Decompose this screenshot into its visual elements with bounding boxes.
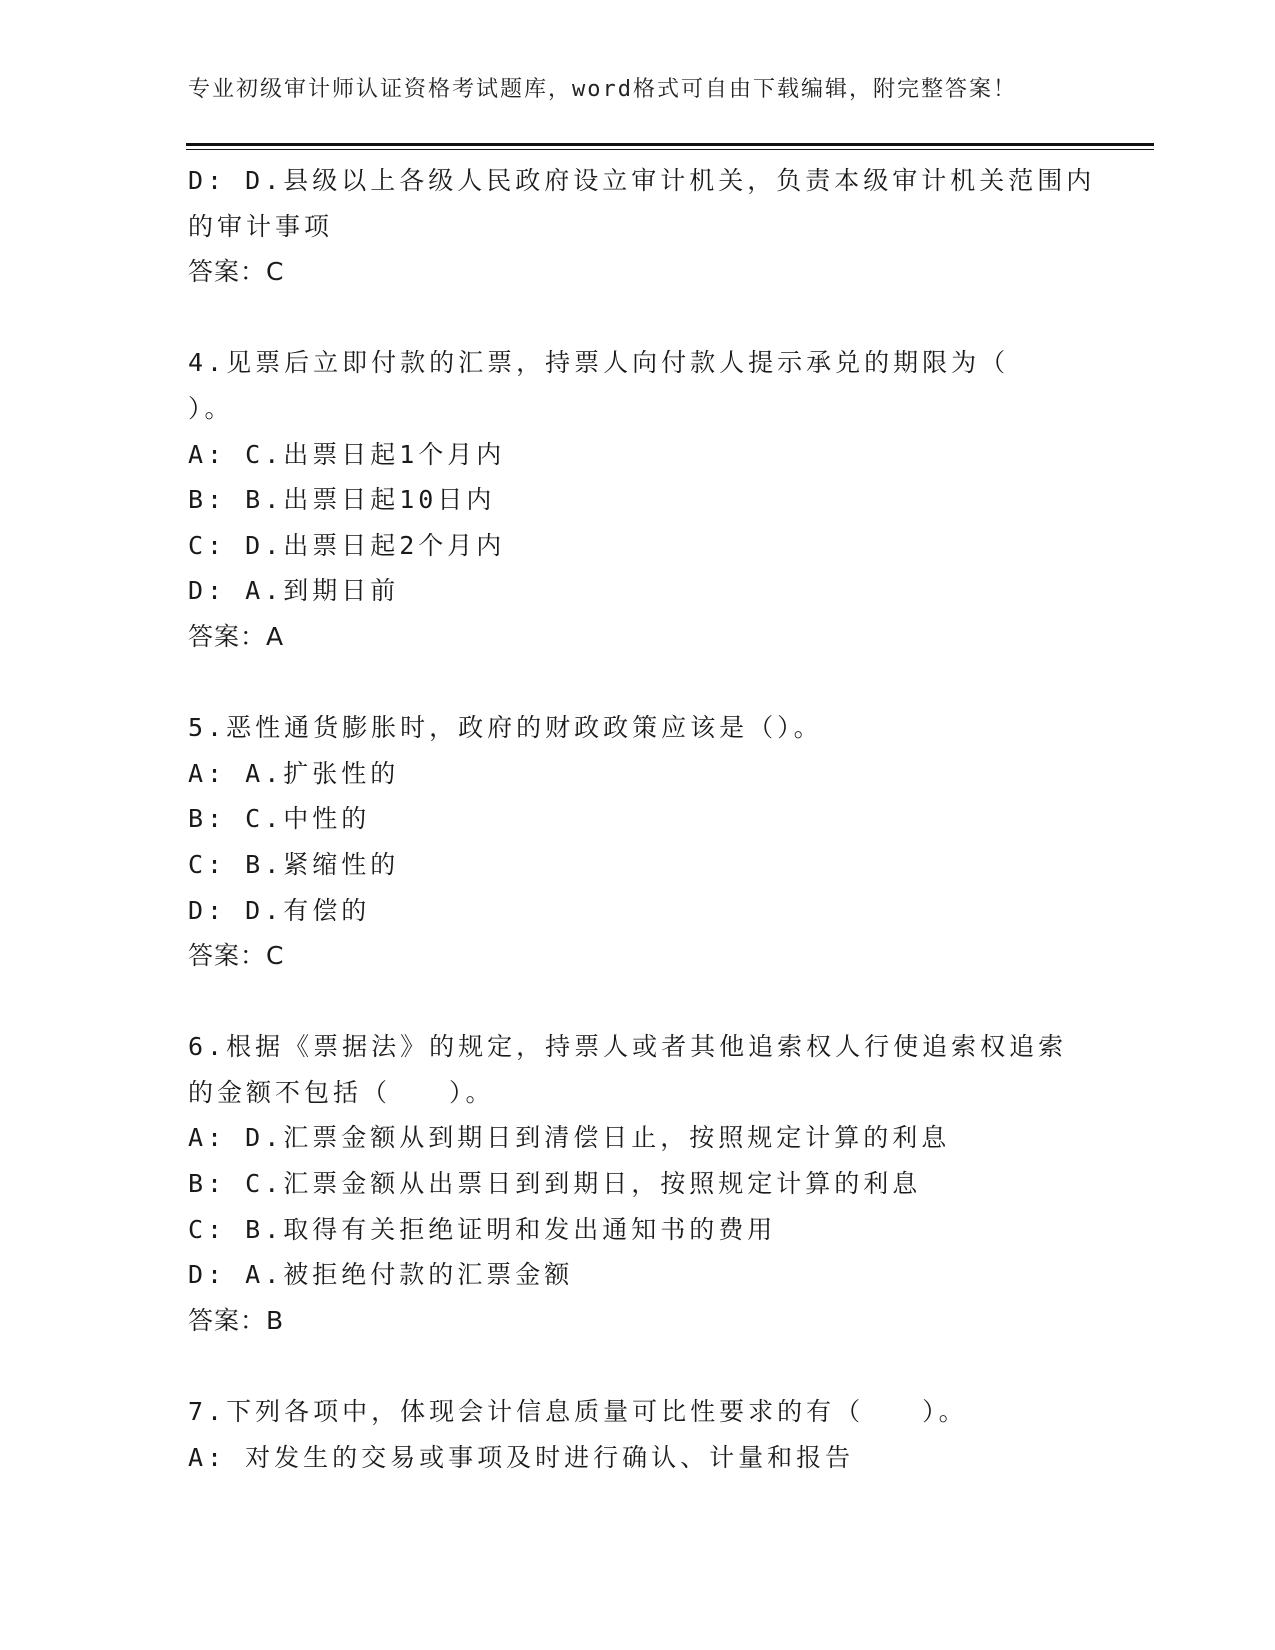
option-line: D: D.有偿的 bbox=[188, 895, 371, 925]
answer-line: 答案：C bbox=[188, 257, 285, 287]
question-line: 5.恶性通货膨胀时，政府的财政政策应该是（）。 bbox=[188, 713, 823, 743]
option-line: D: A.到期日前 bbox=[188, 576, 400, 606]
question-line: ）。 bbox=[188, 393, 234, 423]
option-line: B: C.中性的 bbox=[188, 804, 371, 834]
option-line: D: A.被拒绝付款的汇票金额 bbox=[188, 1260, 574, 1290]
answer-line: 答案：B bbox=[188, 1305, 285, 1335]
answer-line: 答案：A bbox=[188, 621, 285, 651]
question-line: 的金额不包括（ ）。 bbox=[188, 1077, 495, 1107]
option-line: 的审计事项 bbox=[188, 211, 334, 241]
page-header: 专业初级审计师认证资格考试题库，word格式可自由下载编辑，附完整答案！ bbox=[188, 77, 1017, 102]
question-list bbox=[188, 158, 1096, 1480]
header-rule-thin bbox=[186, 149, 1154, 150]
option-line: D: D.县级以上各级人民政府设立审计机关，负责本级审计机关范围内 bbox=[188, 166, 1096, 195]
blank-line bbox=[188, 660, 1088, 706]
question-line: 4.见票后立即付款的汇票，持票人向付款人提示承兑的期限为（ bbox=[188, 348, 1010, 378]
option-line: A: C.出票日起1个月内 bbox=[188, 439, 506, 469]
header-rule-thick bbox=[186, 143, 1154, 146]
option-line: B: B.出票日起10日内 bbox=[188, 485, 496, 515]
question-line: 6.根据《票据法》的规定，持票人或者其他追索权人行使追索权追索 bbox=[188, 1032, 1068, 1062]
option-line: C: B.紧缩性的 bbox=[188, 849, 400, 879]
question-line: 7.下列各项中，体现会计信息质量可比性要求的有（ ）。 bbox=[188, 1397, 968, 1427]
option-line: A: D.汇票金额从到期日到清偿日止，按照规定计算的利息 bbox=[188, 1123, 951, 1153]
option-line: C: D.出票日起2个月内 bbox=[188, 530, 506, 560]
option-line: A: A.扩张性的 bbox=[188, 758, 400, 788]
option-line: A: 对发生的交易或事项及时进行确认、计量和报告 bbox=[188, 1442, 855, 1472]
blank-line bbox=[188, 1343, 1088, 1389]
answer-line: 答案：C bbox=[188, 941, 285, 971]
option-line: C: B.取得有关拒绝证明和发出通知书的费用 bbox=[188, 1214, 777, 1244]
blank-line bbox=[188, 979, 1088, 1025]
option-line: B: C.汇票金额从出票日到到期日，按照规定计算的利息 bbox=[188, 1169, 922, 1199]
blank-line bbox=[188, 295, 1088, 341]
